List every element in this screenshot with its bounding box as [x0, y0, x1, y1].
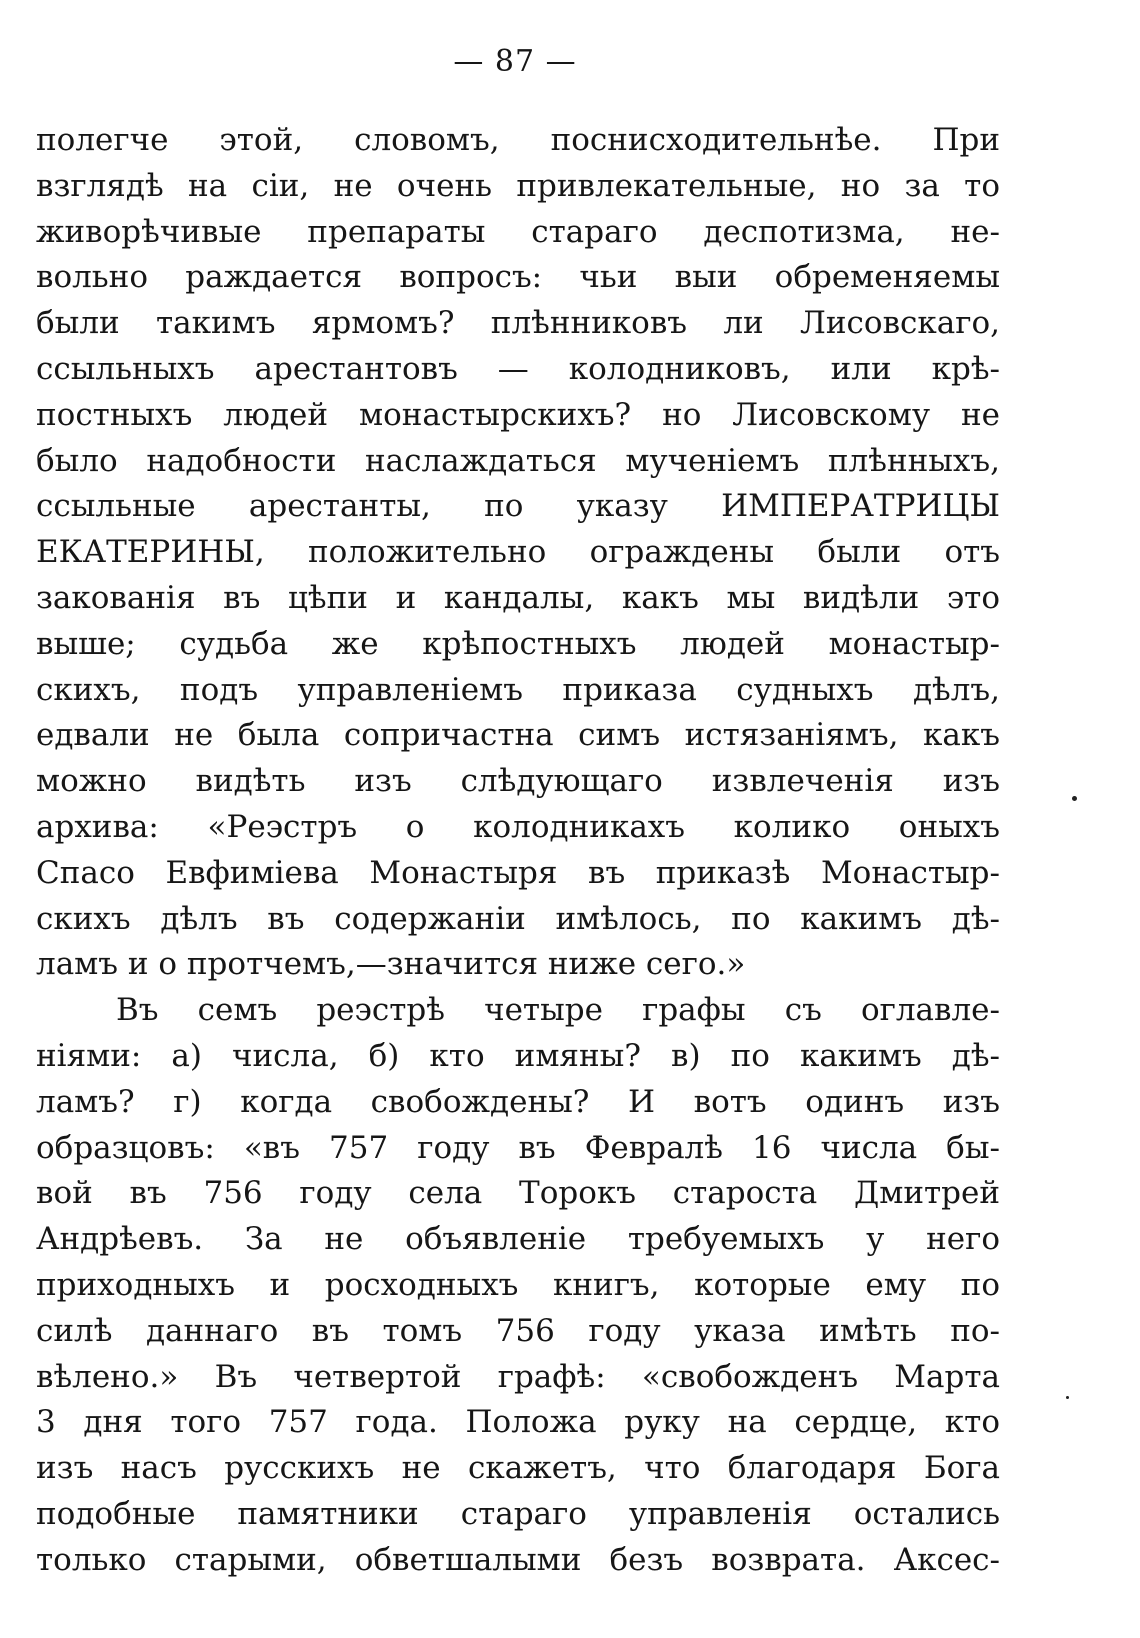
text-line: только старыми, обветшалыми безъ возврата. Аксес- [36, 1541, 1000, 1578]
text-line: ссыльныхъ арестантовъ — колодниковъ, или крѣ- [36, 350, 1000, 387]
text-line: полегче этой, словомъ, поснисходительнѣе. При [36, 122, 1000, 158]
text-line: выше; судьба же крѣпостныхъ людей монастыр- [36, 625, 1000, 662]
page-number: — 87 — [453, 44, 577, 79]
text-line: приходныхъ и росходныхъ книгъ, которые ему по [36, 1266, 1000, 1303]
text-line: Андрѣевъ. За не объявленіе требуемыхъ у него [36, 1221, 1000, 1258]
text-line: едвали не была сопричастна симъ истязаніямъ, какъ [36, 717, 1000, 754]
text-line: были такимъ ярмомъ? плѣнниковъ ли Лисовскаго, [36, 305, 1000, 342]
body-text [36, 118, 1000, 1584]
text-line: ссыльные арестанты, по указу ИМПЕРАТРИЦЫ [36, 488, 1000, 525]
text-line: живорѣчивые препараты стараго деспотизма, не- [36, 213, 1000, 250]
paragraph-start-line: Въ семъ реэстрѣ четыре графы съ оглавле- [116, 992, 1000, 1029]
text-line: ламъ? г) когда свобождены? И вотъ одинъ изъ [36, 1083, 1000, 1120]
text-line: ЕКАТЕРИНЫ, положительно ограждены были отъ [36, 534, 1000, 571]
text-line: можно видѣть изъ слѣдующаго извлеченія изъ [36, 763, 1000, 800]
text-line: подобные памятники стараго управленія остались [36, 1495, 1000, 1532]
text-line: Спасо Евфиміева Монастыря въ приказѣ Монастыр- [36, 854, 1000, 891]
text-line: изъ насъ русскихъ не скажетъ, что благодаря Бога [36, 1450, 1000, 1487]
text-line: постныхъ людей монастырскихъ? но Лисовскому не [36, 396, 1000, 433]
ink-speck [1066, 1396, 1069, 1399]
paragraph-end-line: ламъ и о протчемъ,—значится ниже сего.» [36, 946, 746, 983]
text-line: 3 дня того 757 года. Положа руку на сердце, кто [36, 1404, 1000, 1441]
text-line: скихъ дѣлъ въ содержаніи имѣлось, по какимъ дѣ- [36, 900, 1000, 937]
text-line: вѣлено.» Въ четвертой графѣ: «свобожденъ Марта [36, 1358, 1000, 1395]
text-line: скихъ, подъ управленіемъ приказа судныхъ дѣлъ, [36, 671, 1000, 708]
text-line: вольно раждается вопросъ: чьи выи обременяемы [36, 259, 1000, 296]
text-line: образцовъ: «въ 757 году въ Февралѣ 16 числа бы- [36, 1129, 1000, 1166]
text-line: было надобности наслаждаться мученіемъ плѣнныхъ, [36, 442, 1000, 479]
text-line: взглядѣ на сіи, не очень привлекательные, но за то [36, 167, 1000, 204]
text-line: ніями: а) числа, б) кто имяны? в) по какимъ дѣ- [36, 1037, 1000, 1074]
text-line: силѣ даннаго въ томъ 756 году указа имѣть по- [36, 1312, 1000, 1349]
text-line: архива: «Реэстръ о колодникахъ колико оныхъ [36, 808, 1000, 845]
ink-speck [1072, 796, 1077, 801]
text-line: закованія въ цѣпи и кандалы, какъ мы видѣли это [36, 579, 1000, 616]
text-line: вой въ 756 году села Торокъ староста Дмитрей [36, 1175, 1000, 1212]
